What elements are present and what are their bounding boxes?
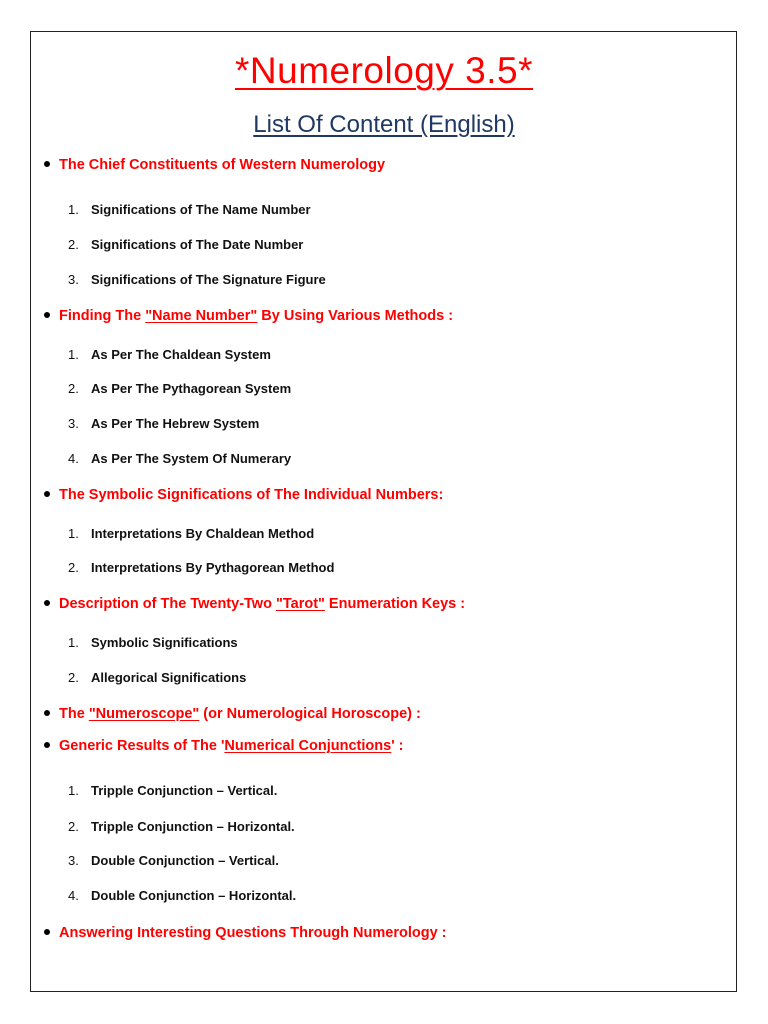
bullet-icon xyxy=(44,742,50,748)
section-heading: Description of The Twenty-Two "Tarot" Enumeration Keys : xyxy=(44,596,465,612)
section-heading: Answering Interesting Questions Through Numerology : xyxy=(44,925,447,941)
section-heading: Generic Results of The 'Numerical Conjunctions' : xyxy=(44,738,404,754)
section-heading: The Chief Constituents of Western Numerology xyxy=(44,157,385,173)
section-heading: The Symbolic Significations of The Individual Numbers: xyxy=(44,487,443,503)
bullet-icon xyxy=(44,600,50,606)
bullet-icon xyxy=(44,710,50,716)
list-item: 2. As Per The Pythagorean System xyxy=(68,381,292,396)
bullet-icon xyxy=(44,161,50,167)
list-item: 1. Symbolic Significations xyxy=(68,635,238,650)
document-subtitle: List Of Content (English) xyxy=(253,111,515,138)
list-item: 2. Allegorical Significations xyxy=(68,670,247,685)
page-frame xyxy=(30,31,737,992)
list-item: 3. Significations of The Signature Figure xyxy=(68,272,326,287)
list-item: 1. Interpretations By Chaldean Method xyxy=(68,526,315,541)
section-heading: Finding The "Name Number" By Using Various Methods : xyxy=(44,308,453,324)
section-heading: The "Numeroscope" (or Numerological Horoscope) : xyxy=(44,706,421,722)
list-item: 1. Significations of The Name Number xyxy=(68,202,311,217)
list-item: 4. Double Conjunction – Horizontal. xyxy=(68,888,297,903)
list-item: 1. Tripple Conjunction – Vertical. xyxy=(68,783,278,798)
list-item: 3. Double Conjunction – Vertical. xyxy=(68,853,279,868)
document-title: *Numerology 3.5* xyxy=(235,50,533,91)
bullet-icon xyxy=(44,312,50,318)
list-item: 2. Tripple Conjunction – Horizontal. xyxy=(68,819,295,834)
list-item: 3. As Per The Hebrew System xyxy=(68,416,260,431)
bullet-icon xyxy=(44,929,50,935)
list-item: 2. Significations of The Date Number xyxy=(68,237,304,252)
list-item: 2. Interpretations By Pythagorean Method xyxy=(68,560,335,575)
bullet-icon xyxy=(44,491,50,497)
list-item: 1. As Per The Chaldean System xyxy=(68,347,271,362)
list-item: 4. As Per The System Of Numerary xyxy=(68,451,292,466)
